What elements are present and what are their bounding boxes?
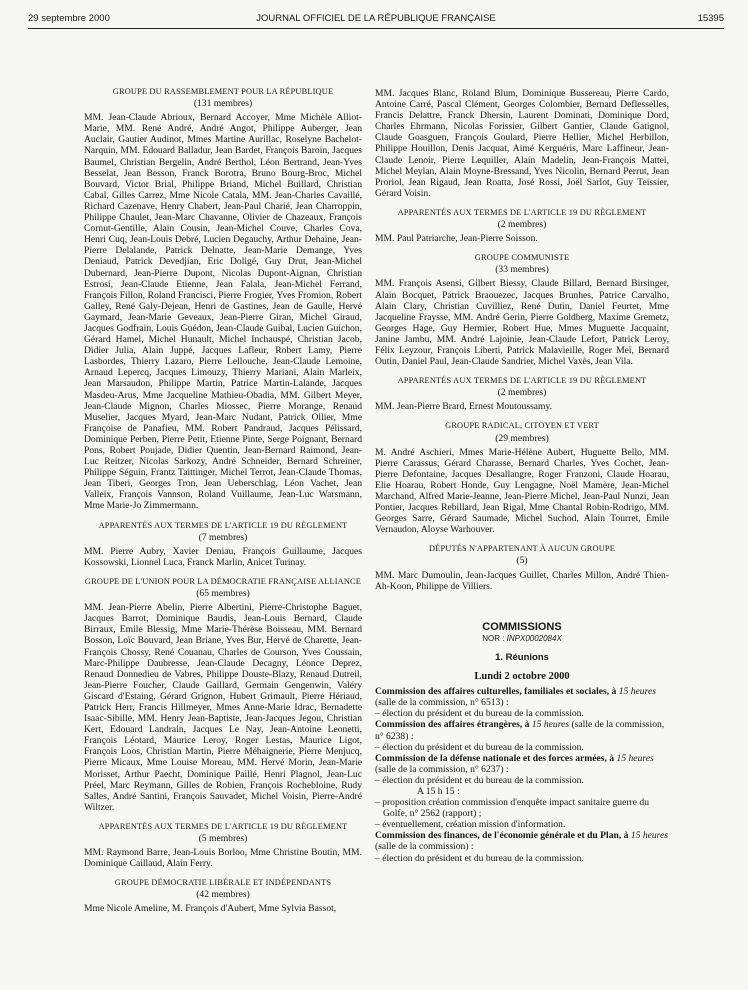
commission-culturelles: Commission des affaires culturelles, familiales et sociales, à 15 heures (salle de la commission, n° 6513) : — [375, 686, 656, 709]
group-members-rcv: M. André Aschieri, Mmes Marie-Hélène Aubert, Huguette Bello, MM. Pierre Carassus, Gérard Charasse, Bernard Charles, Yves Cochet, Jean-Pierre Defontaine, Jacques Desallangre, Roger Franzoni, Claude Hoarau, Elie Hoarau, Robert Honde, Guy Lengagne, Noël Mamère, Jean-Michel Marchand, Alfred Marie-Jeanne, Jean-Pierre Michel, Jean-Paul Nunzi, Jean Pontier, Jacques Rebillard, Jean Rigal, Mme Chantal Robin-Rodrigo, MM. Georges Sarre, Gérard Saumade, Michel Suchod, Alain Tourret, Emile Vernaudon, Aloyse Warhouver. — [375, 446, 669, 536]
group-count-dl: (42 membres) — [196, 889, 250, 901]
apparentes-heading-dl: APPARENTÉS AUX TERMES DE L'ARTICLE 19 DU RÈGLEMENT — [397, 207, 647, 217]
agenda-item: – proposition création commission d'enquête impact sanitaire guerre du Golfe, n° 2562 (rapport) ; — [375, 797, 650, 820]
group-members-rpr: MM. Jean-Claude Abrioux, Bernard Accoyer, Mme Michèle Alliot-Marie, MM. René André, André Angot, Philippe Auberger, Jean Auclair, Gautier Audinot, Mmes Martine Aurillac, Roselyne Bachelot-Narquin, MM. Edouard Balladur, Jean Bardet, François Baroin, Jacques Baumel, Christian Bergelin, André Berthol, Léon Bertrand, Jean-Yves Besselat, Jean Besson, Franck Borotra, Bruno Bourg-Broc, Michel Bouvard, Victor Brial, Philippe Briand, Michel Buillard, Christian Cabal, Gilles Carrez, Mme Nicole Catala, MM. Jean-Charles Cavaillé, Richard Cazenave, Henry Chabert, Jean-Paul Charié, Jean Charroppin, Philippe Chaulet, Jean-Marc Chavanne, Olivier de Chazeaux, François Cornut-Gentille, Alain Cousin, Jean-Michel Couve, Charles Cova, Henri Cuq, Jean-Louis Debré, Lucien Degauchy, Arthur Dehaine, Jean-Pierre Delalande, Patrick Delnatte, Jean-Marie Demange, Yves Deniaud, Patrick Devedjian, Eric Doligé, Guy Drut, Jean-Michel Dubernard, Jean-Pierre Dupont, Nicolas Dupont-Aignan, Christian Estrosi, Jean-Claude Etienne, Jean Falala, Jean-Michel Ferrand, François Fillon, Roland Francisci, Pierre Frogier, Yves Fromion, Robert Galley, René Galy-Dejean, Henri de Gastines, Jean de Gaulle, Hervé Gaymard, Jean-Marie Geveaux, Jean-Pierre Giran, Michel Giraud, Jacques Godfrain, Louis Guédon, Jean-Claude Guibal, Lucien Guichon, Gérard Hamel, Michel Hunault, Michel Inchauspé, Christian Jacob, Didier Julia, Alain Juppé, Jacques Lafleur, Robert Lamy, Pierre Lasbordes, Thierry Lazaro, Pierre Lellouche, Jean-Claude Lemoine, Arnaud Lepercq, Jacques Limouzy, Thierry Mariani, Alain Marleix, Jean Marsaudon, Philippe Martin, Patrice Martin-Lalande, Jacques Masdeu-Arus, Mme Jacqueline Mathieu-Obadia, MM. Gilbert Meyer, Jean-Claude Mignon, Charles Miossec, Pierre Morange, Renaud Muselier, Jacques Myard, Jean-Marc Nudant, Patrick Ollier, Mme Françoise de Panafieu, MM. Robert Pandraud, Jacques Pélissard, Dominique Perben, Pierre Petit, Etienne Pinte, Serge Poignant, Bernard Pons, Robert Poujade, Didier Quentin, Jean-Bernard Raimond, Jean-Luc Reitzer, Nicolas Sarkozy, André Schneider, Bernard Schreiner, Philippe Séguin, Frantz Taittinger, Michel Terrot, Jean-Claude Thomas, Jean Tiberi, Georges Tron, Jean Ueberschlag, Léon Vachet, Jean Valleix, François Vannson, Roland Vuillaume, Jean-Luc Warsmann, Mme Marie-Jo Zimmermann. — [84, 112, 362, 512]
group-heading-dl: GROUPE DÉMOCRATIE LIBÉRALE ET INDÉPENDANTS — [114, 878, 332, 888]
group-count-rpr: (131 membres) — [193, 98, 253, 110]
group-count-non-inscrits: (5) — [516, 555, 528, 567]
apparentes-heading-communiste: APPARENTÉS AUX TERMES DE L'ARTICLE 19 DU RÈGLEMENT — [397, 376, 647, 386]
group-members-dl-cont: MM. Jacques Blanc, Roland Blum, Dominique Bussereau, Pierre Cardo, Antoine Carré, Pascal Clément, Georges Colombier, Bernard Deflesselles, Francis Delattre, Franck Dhersin, Laurent Dominati, Dominique Dord, Charles Ehrmann, Nicolas Forissier, Gilbert Gantier, Claude Gatignol, Claude Goasguen, François Goulard, Pierre Hellier, Michel Herbillon, Philippe Houillon, Denis Jacquat, Aimé Kerguéris, Marc Laffineur, Jean-Claude Lenoir, Pierre Lequiller, Alain Madelin, Jean-François Mattei, Michel Meylan, Alain Moyne-Bressand, Yves Nicolin, Bernard Perrut, Jean Proriol, Jean Rigaud, Jean Roatta, José Rossi, Joël Sarlot, Guy Teissier, Gérard Voisin. — [375, 88, 669, 199]
nor-reference: NOR : INPX0002084X — [482, 633, 562, 643]
header-date: 29 septembre 2000 — [28, 13, 110, 24]
group-count-communiste: (33 membres) — [495, 264, 549, 276]
group-heading-communiste: GROUPE COMMUNISTE — [474, 253, 570, 263]
left-column — [84, 86, 362, 915]
group-count-udf: (65 membres) — [196, 588, 250, 600]
apparentes-count-udf: (5 membres) — [198, 833, 248, 844]
apparentes-count-dl: (2 membres) — [497, 219, 547, 231]
apparentes-members-rpr: MM. Pierre Aubry, Xavier Deniau, François Guillaume, Jacques Kossowski, Lionnel Luca, Franck Marlin, Anicet Turinay. — [84, 545, 362, 568]
commission-etrangeres: Commission des affaires étrangères, à 15 heures (salle de la commission, n° 6238) : — [375, 719, 665, 742]
section-reunions: 1. Réunions — [495, 651, 549, 663]
apparentes-count-communiste: (2 membres) — [497, 387, 547, 399]
apparentes-heading-udf: APPARENTÉS AUX TERMES DE L'ARTICLE 19 DU RÈGLEMENT — [98, 821, 348, 831]
apparentes-members-udf: MM. Raymond Barre, Jean-Louis Borloo, Mme Christine Boutin, MM. Dominique Caillaud, Alain Ferry. — [84, 847, 362, 870]
apparentes-members-dl: MM. Paul Patriarche, Jean-Pierre Soisson. — [375, 233, 538, 245]
apparentes-heading-rpr: APPARENTÉS AUX TERMES DE L'ARTICLE 19 DU RÈGLEMENT — [98, 520, 348, 530]
agenda-item: – élection du président et du bureau de la commission. — [375, 708, 584, 720]
commission-finances: Commission des finances, de l'économie générale et du Plan, à 15 heures (salle de la commission) : — [375, 830, 669, 853]
apparentes-members-communiste: MM. Jean-Pierre Brard, Ernest Moutoussamy. — [375, 401, 553, 413]
agenda-item: – élection du président et du bureau de la commission. — [375, 741, 584, 753]
group-heading-rcv: GROUPE RADICAL, CITOYEN ET VERT — [445, 421, 599, 431]
right-column — [375, 88, 669, 864]
commissions-title: COMMISSIONS — [482, 620, 562, 633]
group-members-communiste: MM. François Asensi, Gilbert Biessy, Claude Billard, Bernard Birsinger, Alain Bocquet, Patrick Braouezec, Jacques Brunhes, Patrice Carvalho, Alain Clary, Christian Cuvilliez, René Dutin, Daniel Feurtet, Mme Jacqueline Fraysse, MM. André Gerin, Pierre Goldberg, Maxime Gremetz, Georges Hage, Guy Hermier, Robert Hue, Mmes Muguette Jacquaint, Janine Jambu, MM. André Lajoinie, Jean-Claude Lefort, Patrick Leroy, Félix Leyzour, François Liberti, Patrick Malavieille, Roger Meï, Bernard Outin, Daniel Paul, Jean-Claude Sandrier, Michel Vaxès, Jean Vila. — [375, 278, 669, 368]
header-rule — [28, 28, 724, 29]
agenda-item: – élection du président et du bureau de la commission. — [375, 774, 584, 786]
agenda-item: – éventuellement, création mission d'information. — [375, 819, 566, 831]
agenda-item: – élection du président et du bureau de la commission. — [375, 852, 584, 864]
group-members-udf: MM. Jean-Pierre Abelin, Pierre Albertini, Pierre-Christophe Baguet, Jacques Barrot, Dominique Baudis, Jean-Louis Bernard, Claude Birraux, Emile Blessig, Mme Marie-Thérèse Boisseau, MM. Bernard Bosson, Loïc Bouvard, Jean Briane, Yves Bur, Hervé de Charette, Jean-François Chossy, René Couanau, Charles de Courson, Yves Coussain, Marc-Philippe Daubresse, Jean-Claude Decagny, Léonce Deprez, Renaud Donnedieu de Vabres, Philippe Douste-Blazy, Renaud Dutreil, Jean-Pierre Foucher, Claude Gaillard, Germain Gengenwin, Valéry Giscard d'Estaing, Gérard Grignon, Hubert Grimault, Pierre Hériaud, Patrick Herr, Francis Hillmeyer, Mmes Anne-Marie Idrac, Bernadette Isaac-Sibille, MM. Henry Jean-Baptiste, Jean-Jacques Jegou, Christian Kert, Edouard Landrain, Jacques Le Nay, Jean-Antoine Leonetti, François Léotard, Maurice Leroy, Roger Lestas, Maurice Ligot, François Loos, Christian Martin, Pierre Méhaignerie, Pierre Menjucq, Pierre Micaux, Mme Louise Moreau, MM. Hervé Morin, Jean-Marie Morisset, Arthur Paecht, Dominique Paillé, Henri Plagnol, Jean-Luc Préel, Marc Reymann, Gilles de Robien, François Rochebloine, Rudy Salles, André Santini, François Sauvadet, Michel Voisin, Pierre-André Wiltzer. — [84, 602, 362, 813]
page-header — [28, 13, 724, 27]
journal-title: JOURNAL OFFICIEL DE LA RÉPUBLIQUE FRANÇAISE — [256, 13, 496, 24]
agenda-time: A 15 h 15 : — [417, 785, 460, 797]
page-number: 15395 — [697, 13, 724, 24]
group-heading-non-inscrits: DÉPUTÉS N'APPARTENANT À AUCUN GROUPE — [428, 544, 616, 554]
group-members-dl-start: Mme Nicole Ameline, M. François d'Aubert, Mme Sylvia Bassot, — [84, 903, 337, 915]
group-count-rcv: (29 membres) — [495, 432, 549, 444]
group-heading-udf: GROUPE DE L'UNION POUR LA DÉMOCRATIE FRANÇAISE ALLIANCE — [84, 576, 362, 586]
meeting-date: Lundi 2 octobre 2000 — [474, 671, 570, 683]
group-members-non-inscrits: MM. Marc Dumoulin, Jean-Jacques Guillet, Charles Millon, André Thien-Ah-Koon, Philippe de Villiers. — [375, 569, 669, 592]
commission-defense: Commission de la défense nationale et des forces armées, à 15 heures (salle de la commission, n° 6237) : — [375, 752, 654, 775]
apparentes-count-rpr: (7 membres) — [198, 531, 248, 543]
group-heading-rpr: GROUPE DU RASSEMBLEMENT POUR LA RÉPUBLIQUE — [112, 87, 334, 96]
